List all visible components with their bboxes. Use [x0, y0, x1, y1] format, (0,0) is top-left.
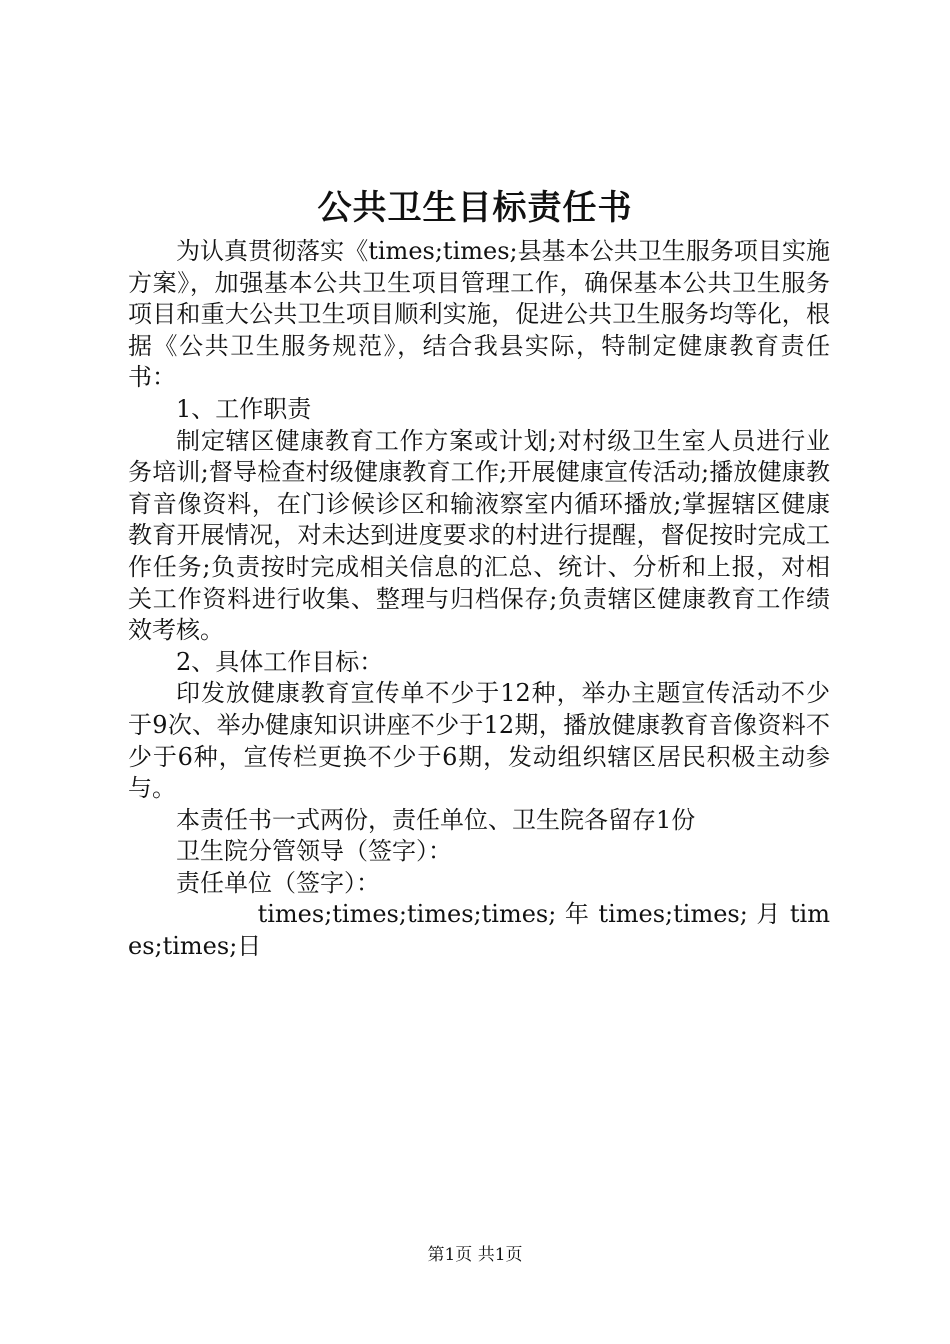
hospital-leader-signature: 卫生院分管领导（签字）：: [176, 837, 452, 866]
section-heading-duties: 1、工作职责: [176, 394, 312, 423]
page-footer: 第1页 共1页: [427, 1245, 523, 1265]
document-title: 公共卫生目标责任书: [317, 188, 633, 228]
copies-note: 本责任书一式两份，责任单位、卫生院各留存1份: [176, 805, 696, 834]
document-body: [128, 236, 830, 963]
goals-paragraph: 印发放健康教育宣传单不少于12种，举办主题宣传活动不少于9次、举办健康知识讲座不少于12期，播放健康教育音像资料不少于6种，宣传栏更换不少于6期，发动组织辖区居民积极主动参与。: [128, 679, 830, 803]
date-line: times;times;times;times; 年 times;times; 月 times;times;日: [128, 900, 830, 961]
unit-signature: 责任单位（签字）：: [176, 868, 380, 897]
intro-paragraph: 为认真贯彻落实《times;times;县基本公共卫生服务项目实施方案》，加强基本公共卫生项目管理工作，确保基本公共卫生服务项目和重大公共卫生项目顺利实施，促进公共卫生服务均等化，根据《公共卫生服务规范》，结合我县实际，特制定健康教育责任书：: [128, 237, 830, 392]
duties-paragraph: 制定辖区健康教育工作方案或计划;对村级卫生室人员进行业务培训;督导检查村级健康教育工作;开展健康宣传活动;播放健康教育音像资料，在门诊候诊区和输液察室内循环播放;掌握辖区健康教育开展情况，对未达到进度要求的村进行提醒，督促按时完成工作任务;负责按时完成相关信息的汇总、统计、分析和上报，对相关工作资料进行收集、整理与归档保存;负责辖区健康教育工作绩效考核。: [128, 426, 830, 645]
section-heading-goals: 2、具体工作目标：: [176, 647, 384, 676]
